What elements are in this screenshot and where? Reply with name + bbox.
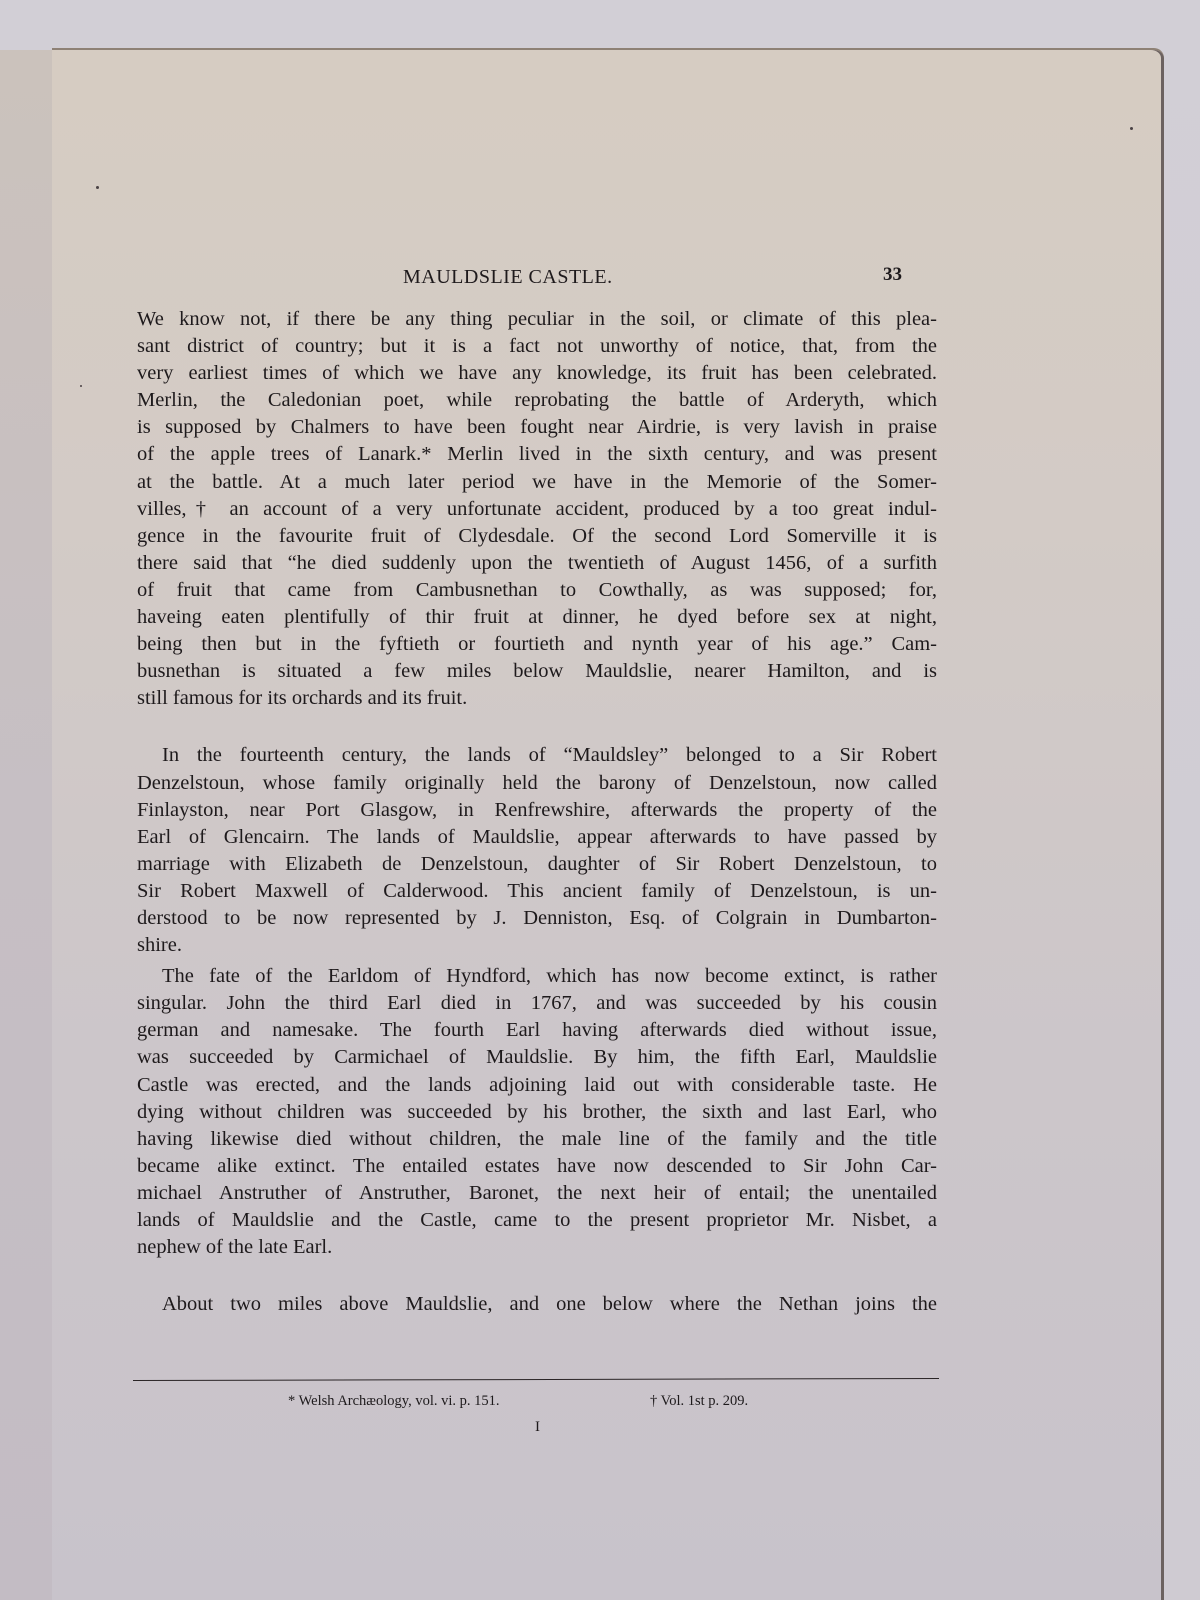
text-line: having likewise died without children, the male line of the family and the title — [137, 1127, 937, 1150]
text-line: nephew of the late Earl. — [137, 1236, 333, 1259]
text-line: still famous for its orchards and its fruit. — [137, 687, 468, 710]
footnote-vol-1st: † Vol. 1st p. 209. — [650, 1393, 749, 1409]
text-line: derstood to be now represented by J. Denniston, Esq. of Colgrain in Dumbarton- — [137, 906, 937, 929]
text-line: haveing eaten plentifully of thir fruit at dinner, he dyed before sex at night, — [137, 606, 937, 629]
text-line: dying without children was succeeded by his brother, the sixth and last Earl, who — [137, 1100, 937, 1123]
paper-speck — [96, 186, 99, 189]
text-line: villes,† an account of a very unfortunate accident, produced by a too great indul- — [137, 497, 937, 520]
text-line: of the apple trees of Lanark.* Merlin lived in the sixth century, and was present — [137, 443, 937, 466]
text-line: michael Anstruther of Anstruther, Baronet, the next heir of entail; the unentailed — [137, 1181, 937, 1204]
text-line: of fruit that came from Cambusnethan to Cowthally, as was supposed; for, — [137, 578, 937, 601]
text-line: We know not, if there be any thing peculiar in the soil, or climate of this plea- — [137, 308, 937, 330]
text-line: very earliest times of which we have any knowledge, its fruit has been celebrated. — [137, 362, 937, 385]
paragraph — [137, 306, 937, 712]
text-line: About two miles above Mauldslie, and one below where the Nethan joins the — [162, 1293, 937, 1316]
text-line: Earl of Glencairn. The lands of Mauldslie, appear afterwards to have passed by — [137, 825, 937, 848]
text-line: lands of Mauldslie and the Castle, came to the present proprietor Mr. Nisbet, a — [137, 1209, 937, 1231]
text-line: shire. — [137, 934, 182, 957]
text-line: german and namesake. The fourth Earl having afterwards died without issue, — [137, 1019, 937, 1042]
paper-speck — [80, 385, 82, 387]
text-line: In the fourteenth century, the lands of “Mauldsley” belonged to a Sir Robert — [162, 744, 937, 767]
paragraph — [137, 1291, 937, 1318]
text-line: is supposed by Chalmers to have been fought near Airdrie, is very lavish in praise — [137, 416, 937, 439]
text-line: Denzelstoun, whose family originally held the barony of Denzelstoun, now called — [137, 771, 937, 794]
paragraph-gap — [137, 1261, 937, 1291]
page-number: 33 — [883, 264, 902, 285]
text-line: became alike extinct. The entailed estates have now descended to Sir John Car- — [137, 1154, 937, 1177]
text-line: singular. John the third Earl died in 1767, and was succeeded by his cousin — [137, 992, 937, 1015]
text-line: Sir Robert Maxwell of Calderwood. This ancient family of Denzelstoun, is un- — [137, 879, 937, 902]
text-line: busnethan is situated a few miles below Mauldslie, nearer Hamilton, and is — [137, 660, 937, 683]
text-line: was succeeded by Carmichael of Mauldslie. By him, the fifth Earl, Mauldslie — [137, 1046, 937, 1069]
paragraph — [137, 963, 937, 1261]
paper-speck — [1130, 127, 1133, 130]
text-line: The fate of the Earldom of Hyndford, which has now become extinct, is rather — [162, 965, 937, 988]
footnote-welsh-archaeology: * Welsh Archæology, vol. vi. p. 151. — [288, 1393, 500, 1409]
text-line: Castle was erected, and the lands adjoining laid out with considerable taste. He — [137, 1073, 937, 1096]
text-line: Merlin, the Caledonian poet, while reprobating the battle of Arderyth, which — [137, 389, 937, 412]
text-line: gence in the favourite fruit of Clydesdale. Of the second Lord Somerville it is — [137, 524, 937, 547]
facing-page-edge — [0, 50, 53, 1600]
text-line: there said that “he died suddenly upon the twentieth of August 1456, of a surfith — [137, 551, 937, 574]
signature-mark: I — [535, 1419, 540, 1435]
running-head: MAULDSLIE CASTLE. — [403, 266, 613, 288]
paragraph-gap — [137, 712, 937, 742]
text-line: being then but in the fyftieth or fourtieth and nynth year of his age.” Cam- — [137, 633, 937, 656]
text-line: sant district of country; but it is a fact not unworthy of notice, that, from the — [137, 335, 937, 358]
text-line: marriage with Elizabeth de Denzelstoun, daughter of Sir Robert Denzelstoun, to — [137, 852, 937, 875]
paragraph — [137, 742, 937, 959]
text-line: Finlayston, near Port Glasgow, in Renfrewshire, afterwards the property of the — [137, 798, 937, 821]
text-line: at the battle. At a much later period we have in the Memorie of the Somer- — [137, 470, 937, 493]
body-text — [137, 306, 937, 1318]
